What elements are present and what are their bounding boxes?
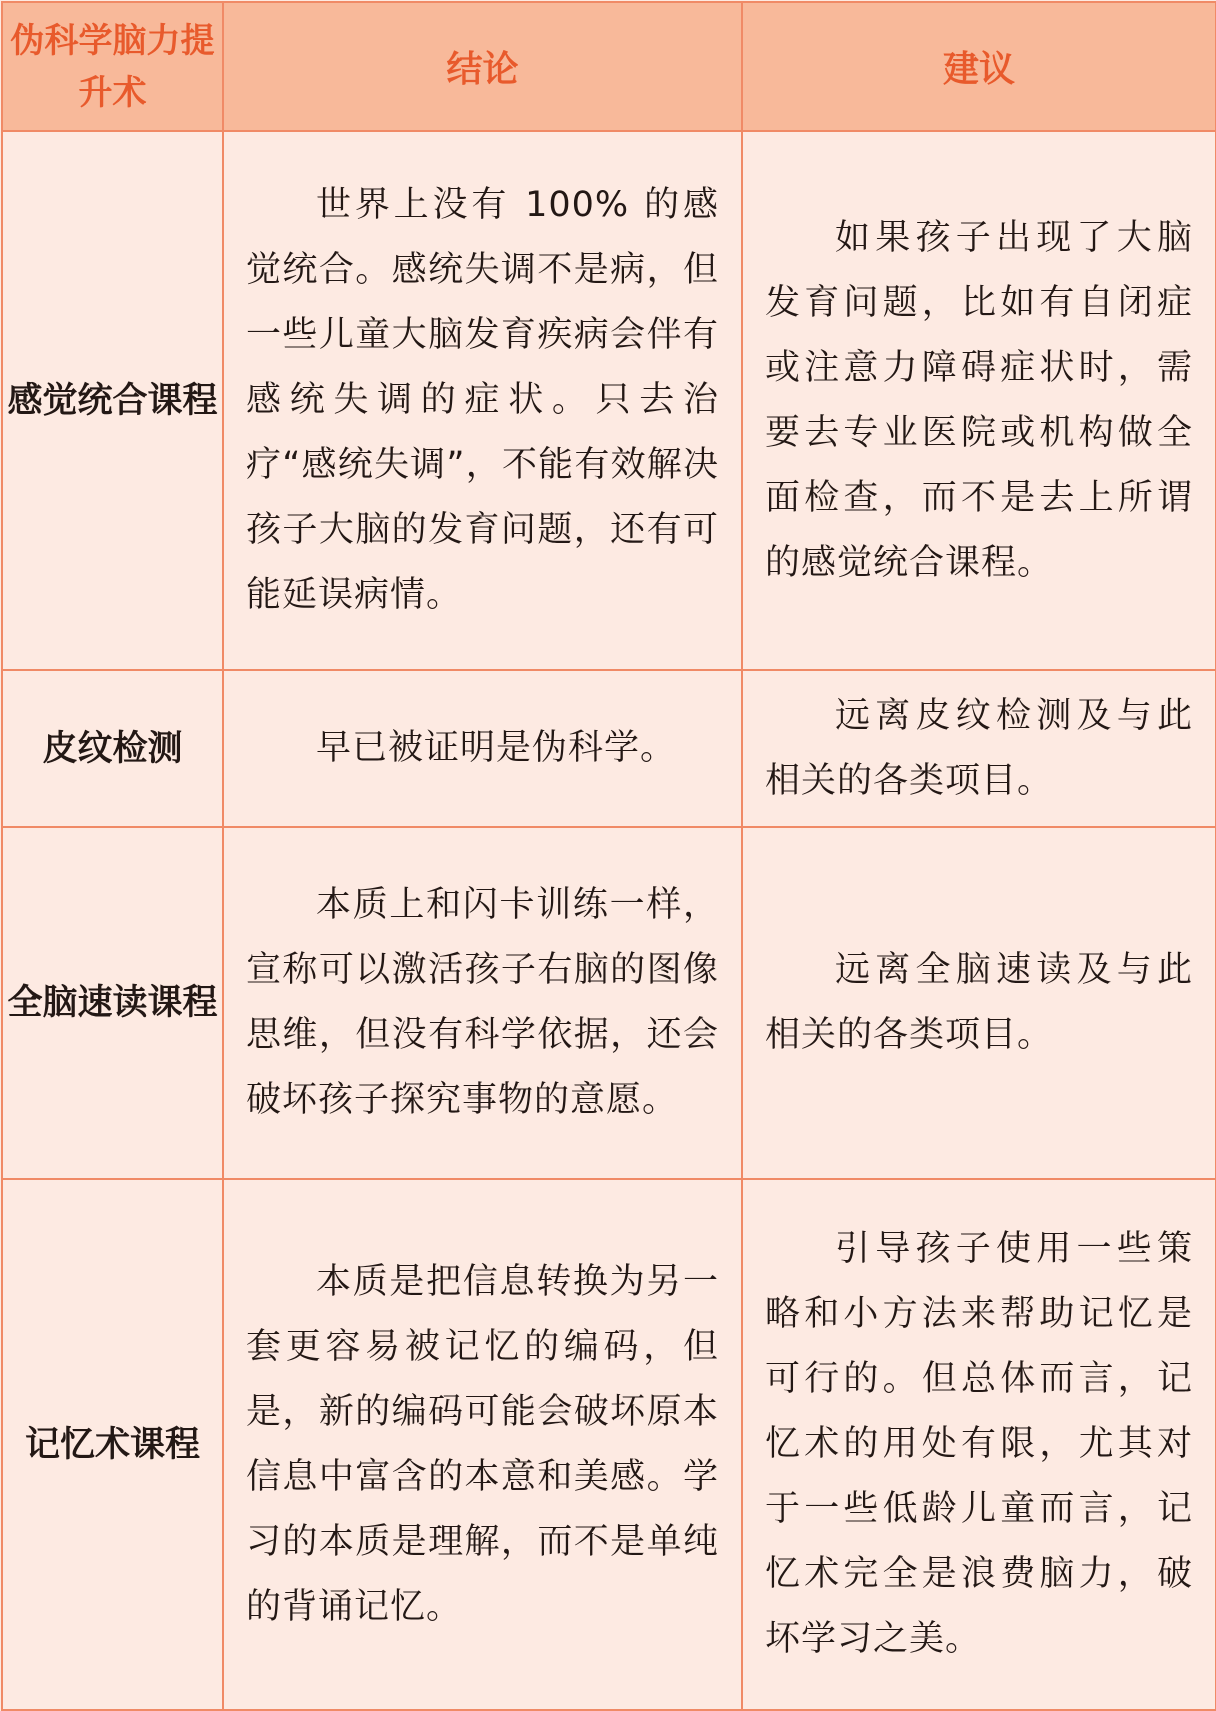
advice-cell xyxy=(742,1179,1216,1710)
conclusion-cell xyxy=(223,1179,742,1710)
row-label: 感觉统合课程 xyxy=(2,131,223,670)
header-conclusion: 结论 xyxy=(223,2,742,131)
comparison-table xyxy=(1,1,1216,1711)
advice-text: 远离全脑速读及与此相关的各类项目。 xyxy=(765,950,1193,1055)
row-label: 记忆术课程 xyxy=(2,1179,223,1710)
header-pseudoscience: 伪科学脑力提升术 xyxy=(2,2,223,131)
row-label: 全脑速读课程 xyxy=(2,827,223,1179)
advice-cell xyxy=(742,670,1216,827)
advice-cell xyxy=(742,131,1216,670)
table-row xyxy=(2,827,1216,1179)
conclusion-text: 本质上和闪卡训练一样，宣称可以激活孩子右脑的图像思维，但没有科学依据，还会破坏孩子探究事物的意愿。 xyxy=(246,885,719,1120)
conclusion-cell xyxy=(223,131,742,670)
advice-text: 引导孩子使用一些策略和小方法来帮助记忆是可行的。但总体而言，记忆术的用处有限，尤其对于一些低龄儿童而言，记忆术完全是浪费脑力，破坏学习之美。 xyxy=(765,1229,1193,1659)
table-row xyxy=(2,670,1216,827)
row-label: 皮纹检测 xyxy=(2,670,223,827)
table-row xyxy=(2,1179,1216,1710)
conclusion-text: 世界上没有 100% 的感觉统合。感统失调不是病，但一些儿童大脑发育疾病会伴有感统失调的症状。只去治疗“感统失调”，不能有效解决孩子大脑的发育问题，还有可能延误病情。 xyxy=(246,185,719,615)
header-advice: 建议 xyxy=(742,2,1216,131)
advice-text: 远离皮纹检测及与此相关的各类项目。 xyxy=(765,695,1193,801)
table-row xyxy=(2,131,1216,670)
conclusion-cell xyxy=(223,827,742,1179)
conclusion-text: 早已被证明是伪科学。 xyxy=(316,728,677,768)
conclusion-text: 本质是把信息转换为另一套更容易被记忆的编码，但是，新的编码可能会破坏原本信息中富含的本意和美感。学习的本质是理解，而不是单纯的背诵记忆。 xyxy=(246,1261,719,1627)
advice-text: 如果孩子出现了大脑发育问题，比如有自闭症或注意力障碍症状时，需要去专业医院或机构做全面检查，而不是去上所谓的感觉统合课程。 xyxy=(765,217,1193,583)
conclusion-cell xyxy=(223,670,742,827)
advice-cell xyxy=(742,827,1216,1179)
header-row xyxy=(2,2,1216,131)
